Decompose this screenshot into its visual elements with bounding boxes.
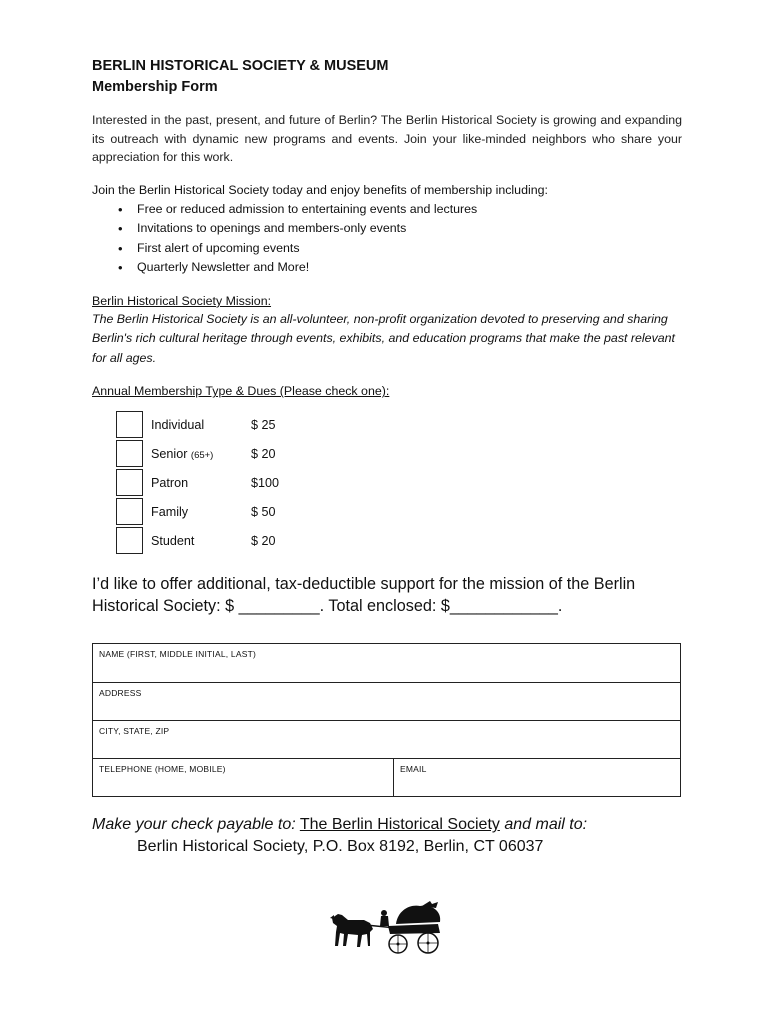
dues-name: Student — [151, 533, 195, 548]
senior-checkbox[interactable] — [116, 440, 143, 467]
city-state-zip-field[interactable]: CITY, STATE, ZIP — [99, 726, 170, 737]
dues-option-family — [92, 497, 682, 526]
support-line-2[interactable]: Historical Society: $ _________. Total enclosed: $____________. — [92, 597, 563, 616]
dues-heading: Annual Membership Type & Dues (Please check one): — [92, 384, 390, 399]
org-title: BERLIN HISTORICAL SOCIETY & MUSEUM — [92, 58, 389, 74]
phone-email-row — [93, 758, 680, 796]
address-row — [93, 682, 680, 720]
dues-price: $ 25 — [251, 417, 276, 432]
dues-price: $100 — [251, 475, 280, 490]
benefit-item: • Invitations to openings and members-only events — [92, 219, 682, 239]
payee: The Berlin Historical Society — [299, 816, 500, 834]
individual-checkbox[interactable] — [116, 411, 143, 438]
telephone-field[interactable]: TELEPHONE (HOME, MOBILE) — [93, 759, 394, 796]
dues-name: Individual — [151, 417, 205, 432]
dues-price: $ 20 — [251, 533, 276, 548]
dues-note: (65+) — [190, 449, 214, 461]
membership-form — [92, 56, 682, 858]
dues-price: $ 20 — [251, 446, 276, 461]
support-statement — [92, 573, 682, 617]
name-row — [93, 644, 680, 682]
dues-option-senior — [92, 439, 682, 468]
dues-name: Patron — [151, 475, 189, 490]
mail-instructions — [92, 814, 682, 836]
dues-option-individual — [92, 410, 682, 439]
family-checkbox[interactable] — [116, 498, 143, 525]
dues-price: $ 50 — [251, 504, 276, 519]
patron-checkbox[interactable] — [116, 469, 143, 496]
email-field[interactable]: EMAIL — [400, 764, 427, 775]
form-title: Membership Form — [92, 79, 218, 95]
horse-carriage-icon — [326, 900, 448, 956]
intro-paragraph: Interested in the past, present, and future of Berlin? The Berlin Historical Society is growing and expanding its outreach with dynamic new programs and events. Join your like-minded neighbors who share your appreciation for this work. — [92, 113, 682, 164]
name-field[interactable]: NAME (FIRST, MIDDLE INITIAL, LAST) — [99, 649, 256, 660]
benefits-intro: Join the Berlin Historical Society today and enjoy benefits of membership including: — [92, 182, 548, 197]
dues-option-student — [92, 526, 682, 555]
benefit-item: • First alert of upcoming events — [92, 239, 682, 259]
dues-options — [92, 410, 682, 555]
contact-info-table — [92, 643, 681, 797]
mail-suffix: and mail to: — [504, 816, 588, 834]
city-row — [93, 720, 680, 758]
address-field[interactable]: ADDRESS — [99, 688, 142, 699]
student-checkbox[interactable] — [116, 527, 143, 554]
dues-name: Senior (65+) — [151, 446, 214, 461]
support-line-1: I’d like to offer additional, tax-deductible support for the mission of the Berlin — [92, 575, 636, 594]
dues-option-patron — [92, 468, 682, 497]
mission-heading: Berlin Historical Society Mission: — [92, 293, 272, 308]
mail-prefix: Make your check payable to: — [92, 816, 296, 834]
dues-name: Family — [151, 504, 189, 519]
benefit-item: • Quarterly Newsletter and More! — [92, 258, 682, 278]
benefits-list — [92, 200, 682, 278]
benefit-item: • Free or reduced admission to entertaining events and lectures — [92, 200, 682, 220]
mailing-address: Berlin Historical Society, P.O. Box 8192, Berlin, CT 06037 — [137, 838, 544, 856]
mission-text: The Berlin Historical Society is an all-volunteer, non-profit organization devoted to preserving and sharing Berlin's rich cultural heritage through events, exhibits, and education programs that make the past relevant for all ages. — [92, 311, 675, 365]
